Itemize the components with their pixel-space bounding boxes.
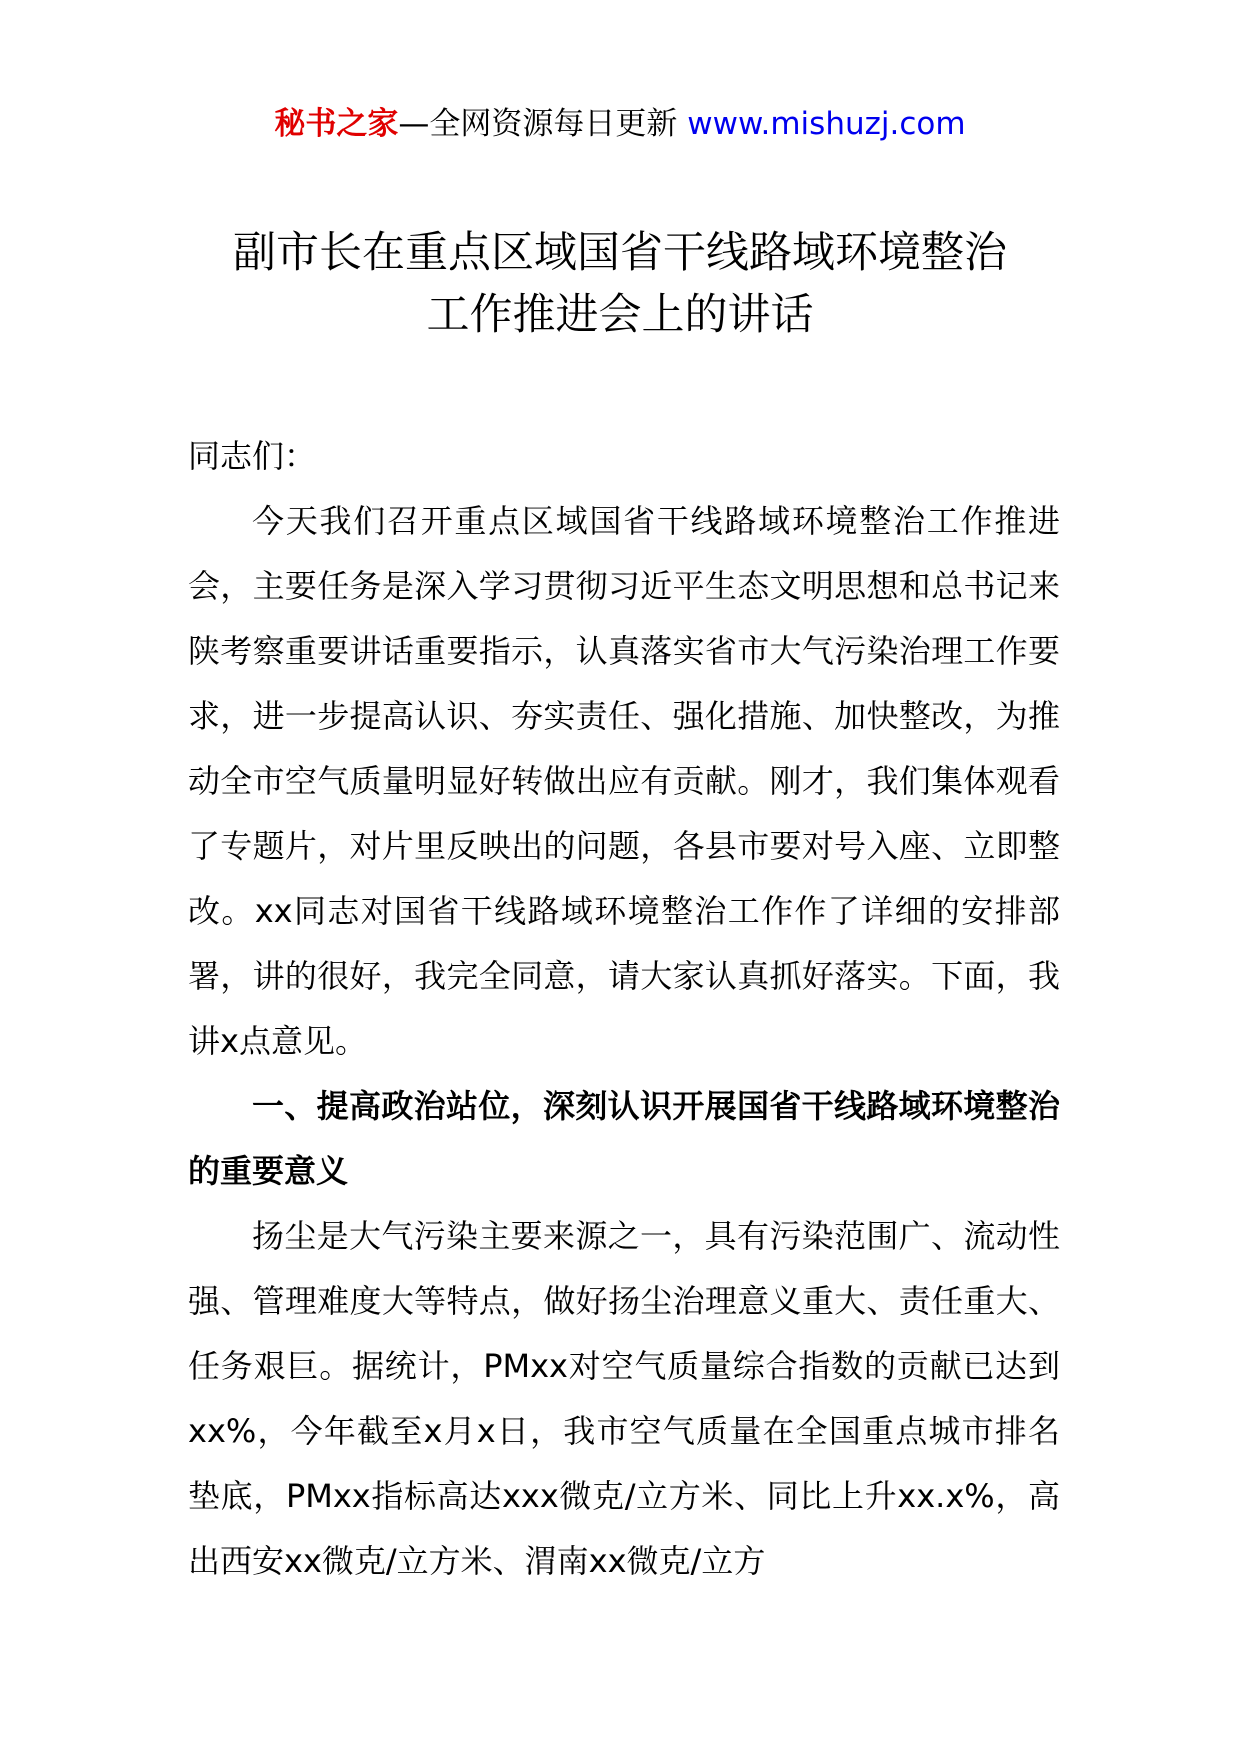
header-tagline: —全网资源每日更新: [398, 106, 688, 142]
paragraph-1: 今天我们召开重点区域国省干线路域环境整治工作推进会，主要任务是深入学习贯彻习近平生态文明思想和总书记来陕考察重要讲话重要指示，认真落实省市大气污染治理工作要求，进一步提高认识、夯实责任、强化措施、加快整改，为推动全市空气质量明显好转做出应有贡献。刚才，我们集体观看了专题片，对片里反映出的问题，各县市要对号入座、立即整改。xx同志对国省干线路域环境整治工作作了详细的安排部署，讲的很好，我完全同意，请大家认真抓好落实。下面，我讲x点意见。: [188, 502, 1060, 1060]
section-heading-1: 一、提高政治站位，深刻认识开展国省干线路域环境整治的重要意义: [188, 1087, 1060, 1190]
paragraph-2: 扬尘是大气污染主要来源之一，具有污染范围广、流动性强、管理难度大等特点，做好扬尘治理意义重大、责任重大、任务艰巨。据统计，PMxx对空气质量综合指数的贡献已达到xx%，今年截至x月x日，我市空气质量在全国重点城市排名垫底，PMxx指标高达xxx微克/立方米、同比上升xx.x%，高出西安xx微克/立方米、渭南xx微克/立方: [188, 1217, 1060, 1580]
salutation: 同志们：: [188, 437, 317, 475]
document-body: [188, 424, 1060, 1594]
title-line-1: 副市长在重点区域国省干线路域环境整治: [233, 228, 1007, 278]
site-header: [0, 100, 1240, 148]
title-line-2: 工作推进会上的讲话: [426, 290, 814, 340]
document-title: [0, 222, 1240, 346]
site-url[interactable]: www.mishuzj.com: [687, 106, 966, 142]
brand-name: 秘书之家: [274, 106, 399, 142]
